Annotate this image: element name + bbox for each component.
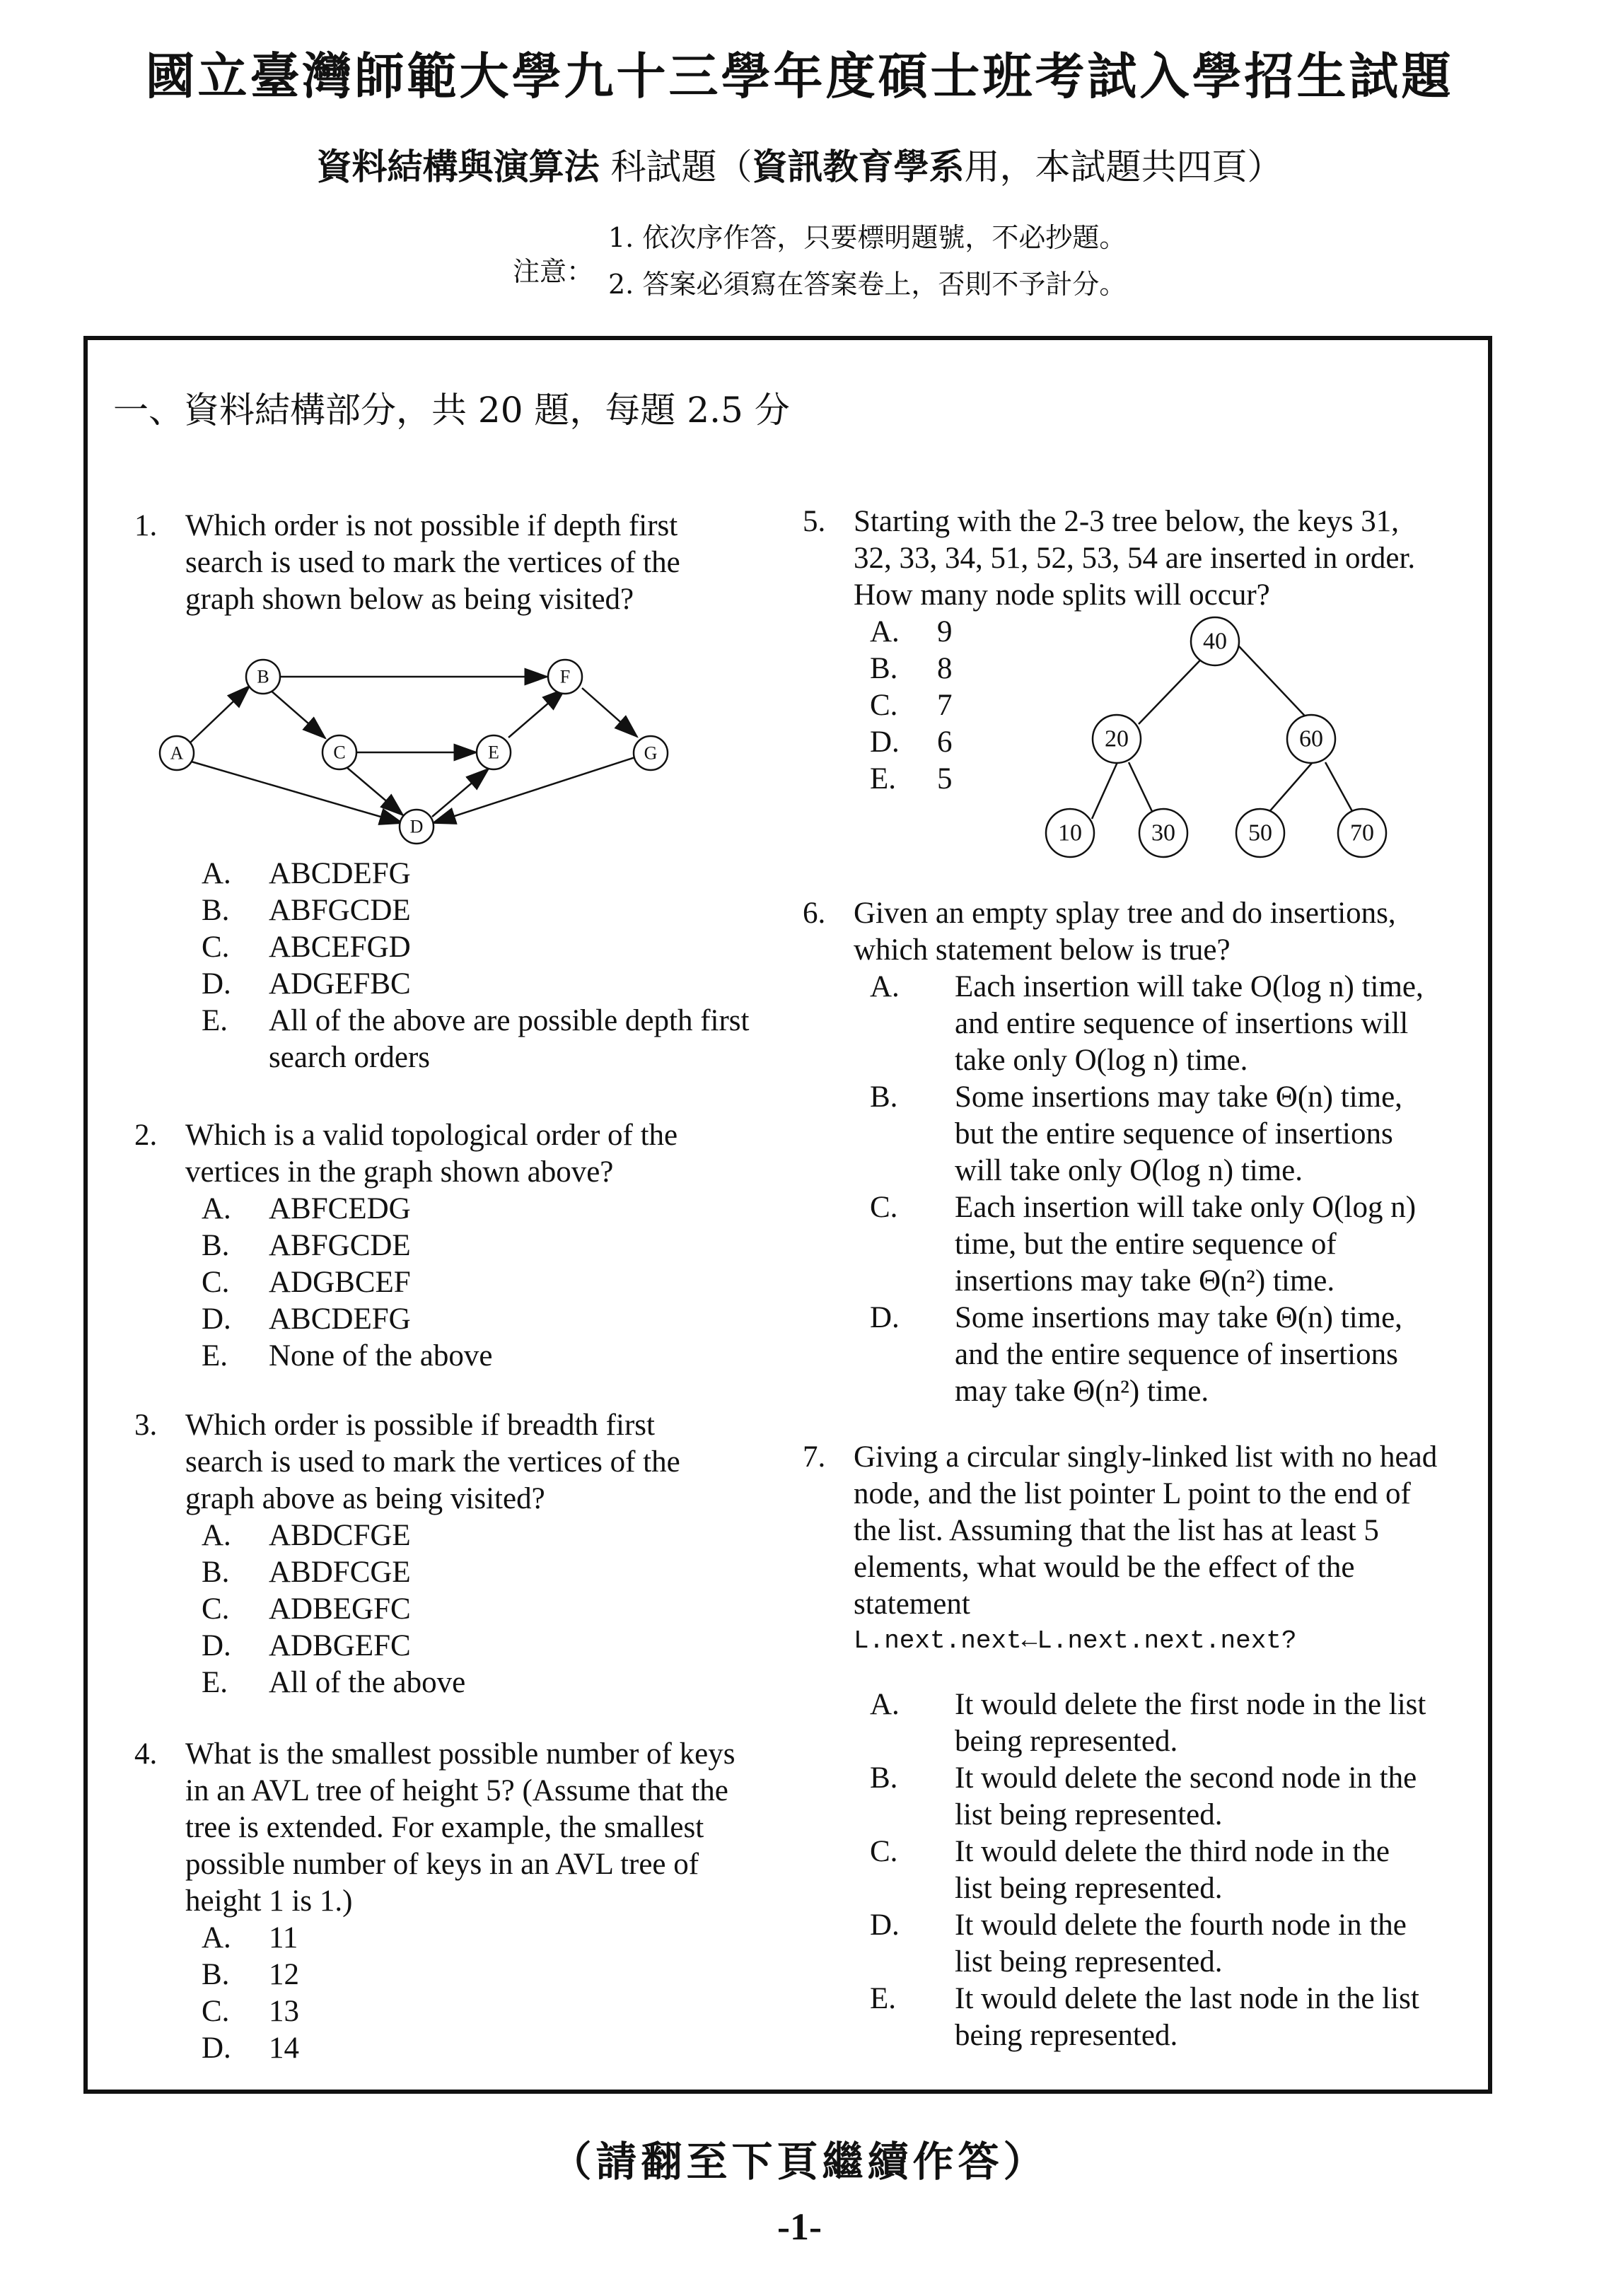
question-number: 5.: [803, 505, 826, 538]
question-number: 7.: [803, 1440, 826, 1474]
option-letter: B.: [202, 894, 230, 927]
tree-node-label: 40: [1203, 628, 1227, 655]
option-text: ADBGEFC: [269, 1629, 411, 1662]
option-letter: D.: [202, 1303, 231, 1336]
option-text: 13: [269, 1995, 299, 2028]
option-text: 9: [937, 615, 953, 648]
question-number: 3.: [134, 1409, 158, 1442]
option-letter: E.: [870, 762, 897, 796]
option-text: All of the above are possible depth first search orders: [269, 1004, 750, 1074]
option-text: Each insertion will take only O(log n) time, but the entire sequence of insertions may take Θ(n²) time.: [955, 1191, 1417, 1298]
option-text: Each insertion will take O(log n) time, and entire sequence of insertions will take only O(log n) time.: [955, 970, 1424, 1077]
option-letter: A.: [202, 1921, 231, 1954]
option-c[interactable]: [202, 1591, 753, 1628]
tree-node-label: 20: [1105, 725, 1129, 752]
subject-name: 資料結構與演算法: [316, 146, 600, 187]
option-text: All of the above: [269, 1666, 466, 1699]
tree-diagram: [1033, 608, 1400, 870]
option-letter: B.: [870, 652, 898, 685]
option-letter: E.: [202, 1339, 228, 1373]
option-text: It would delete the fourth node in the list being represented.: [955, 1909, 1407, 1979]
graph-node-label: G: [644, 742, 658, 764]
question-stem: Which order is not possible if depth first search is used to mark the vertices of the graph shown below as being visited?: [185, 509, 680, 616]
notes-label: 注意：: [513, 256, 594, 287]
option-text: ABFGCDE: [269, 894, 411, 927]
option-letter: A.: [202, 1192, 231, 1225]
option-text: It would delete the second node in the list being represented.: [955, 1761, 1417, 1831]
edge-f-g: [582, 688, 637, 737]
option-b[interactable]: [202, 1228, 753, 1264]
option-text: It would delete the first node in the list being represented.: [955, 1688, 1426, 1758]
option-e[interactable]: [870, 1981, 1429, 2054]
option-letter: D.: [870, 725, 900, 759]
option-letter: C.: [870, 1191, 898, 1224]
graph-diagram: [156, 651, 679, 856]
option-a[interactable]: [870, 614, 1011, 651]
tree-node-label: 10: [1058, 820, 1082, 846]
graph-node-label: D: [409, 816, 424, 837]
option-d[interactable]: [870, 1907, 1429, 1981]
option-d[interactable]: [202, 1628, 753, 1665]
question-number: 2.: [134, 1119, 158, 1152]
option-e[interactable]: [202, 1665, 753, 1701]
option-text: ABDFCGE: [269, 1556, 411, 1589]
question-stem: Starting with the 2-3 tree below, the keys 31, 32, 33, 34, 51, 52, 53, 54 are inserted in order. How many node splits will occur?: [854, 505, 1416, 612]
edge-c-d: [347, 767, 403, 815]
option-letter: C.: [870, 1835, 898, 1868]
question-number: 1.: [134, 509, 158, 542]
option-text: 7: [937, 689, 953, 722]
option-text: ABFCEDG: [269, 1192, 411, 1225]
tree-node-label: 60: [1299, 725, 1323, 752]
tree-node-label: 30: [1151, 820, 1175, 846]
graph-node-label: A: [170, 742, 184, 764]
option-text: ADBEGFC: [269, 1592, 411, 1626]
tree-node-label: 50: [1248, 820, 1272, 846]
tree-edge-20-10: [1092, 762, 1117, 819]
graph-node-label: E: [488, 742, 499, 763]
option-text: It would delete the last node in the list being represented.: [955, 1982, 1419, 2052]
tree-edge-20-30: [1129, 762, 1156, 819]
tree-edge-40-60: [1238, 645, 1313, 724]
option-letter: B.: [202, 1958, 230, 1991]
continue-note: （請翻至下頁繼續作答）: [550, 2138, 1049, 2186]
option-text: ABFGCDE: [269, 1229, 411, 1262]
option-b[interactable]: [202, 892, 753, 929]
option-letter: B.: [202, 1229, 230, 1262]
tree-node-label: 70: [1350, 820, 1374, 846]
option-text: ABCDEFG: [269, 1303, 411, 1336]
question-number: 6.: [803, 897, 826, 930]
option-letter: C.: [870, 689, 898, 722]
subtitle-end: 用，本試題共四頁）: [964, 146, 1283, 187]
option-text: ADGBCEF: [269, 1266, 411, 1299]
option-d[interactable]: [202, 2030, 753, 2067]
option-text: ABCDEFG: [269, 857, 411, 890]
option-letter: E.: [202, 1666, 228, 1699]
edge-a-b: [188, 686, 250, 745]
edge-d-e: [432, 769, 489, 817]
note-1: 1. 依次序作答，只要標明題號，不必抄題。: [608, 222, 1127, 253]
page-number: -1-: [777, 2205, 822, 2248]
option-c[interactable]: [202, 1993, 753, 2030]
option-letter: B.: [870, 1080, 898, 1114]
option-e[interactable]: [870, 761, 1011, 798]
option-text: Some insertions may take Θ(n) time, and the entire sequence of insertions may take Θ(n²) time.: [955, 1301, 1402, 1408]
option-letter: C.: [202, 931, 230, 964]
question-text: Giving a circular singly-linked list with no head node, and the list pointer L point to the end of the list. Assuming that the list has at least 5 elements, what would be the effect of the statement: [854, 1440, 1438, 1621]
option-text: ADGEFBC: [269, 967, 411, 1001]
option-b[interactable]: [202, 1554, 753, 1591]
option-text: 6: [937, 725, 953, 759]
option-c[interactable]: [870, 1834, 1429, 1907]
edge-a-d: [189, 761, 402, 823]
option-letter: A.: [870, 1688, 900, 1721]
edge-b-c: [269, 689, 325, 738]
option-letter: C.: [202, 1592, 230, 1626]
option-letter: D.: [870, 1909, 900, 1942]
option-letter: D.: [870, 1301, 900, 1334]
option-d[interactable]: [202, 966, 753, 1003]
option-letter: C.: [202, 1995, 230, 2028]
option-e[interactable]: [202, 1003, 753, 1076]
option-letter: D.: [202, 2032, 231, 2065]
option-b[interactable]: [870, 651, 1011, 687]
question-stem: Which order is possible if breadth first search is used to mark the vertices of the graph above as being visited?: [185, 1409, 680, 1515]
option-d[interactable]: [202, 1301, 753, 1338]
option-a[interactable]: [870, 1686, 1429, 1760]
option-text: 14: [269, 2032, 299, 2065]
option-a[interactable]: [202, 1517, 753, 1554]
option-a[interactable]: [202, 856, 753, 892]
option-letter: B.: [870, 1761, 898, 1795]
option-text: 8: [937, 652, 953, 685]
subtitle-mid: 科試題（: [610, 146, 752, 187]
question-stem: Which is a valid topological order of the vertices in the graph shown above?: [185, 1119, 678, 1189]
option-letter: D.: [202, 967, 231, 1001]
option-text: ABDCFGE: [269, 1519, 411, 1552]
option-c[interactable]: [870, 687, 1011, 724]
edge-e-f: [508, 689, 565, 738]
option-text: None of the above: [269, 1339, 493, 1373]
option-c[interactable]: [202, 929, 753, 966]
option-text: 11: [269, 1921, 298, 1954]
option-letter: A.: [870, 970, 900, 1003]
option-a[interactable]: [870, 969, 1429, 1079]
option-a[interactable]: [202, 1920, 753, 1957]
option-b[interactable]: [202, 1957, 753, 1993]
option-b[interactable]: [870, 1760, 1429, 1834]
graph-node-label: F: [559, 666, 571, 687]
option-letter: D.: [202, 1629, 231, 1662]
option-d[interactable]: [870, 724, 1011, 761]
exam-title: 國立臺灣師範大學九十三學年度碩士班考試入學招生試題: [145, 47, 1454, 105]
option-text: 12: [269, 1958, 299, 1991]
option-text: ABCEFGD: [269, 931, 411, 964]
option-text: Some insertions may take Θ(n) time, but the entire sequence of insertions will take only O(log n) time.: [955, 1080, 1402, 1187]
option-letter: C.: [202, 1266, 230, 1299]
option-letter: E.: [870, 1982, 897, 2015]
option-letter: A.: [202, 857, 231, 890]
graph-node-label: C: [333, 742, 346, 763]
option-c[interactable]: [202, 1264, 753, 1301]
option-letter: A.: [870, 615, 900, 648]
section-heading: 一、資料結構部分，共 20 題，每題 2.5 分: [113, 390, 790, 431]
option-a[interactable]: [202, 1191, 753, 1228]
option-letter: A.: [202, 1519, 231, 1552]
option-e[interactable]: [202, 1338, 753, 1375]
graph-node-label: B: [257, 666, 269, 687]
department-name: 資訊教育學系: [752, 146, 965, 187]
option-d[interactable]: [870, 1300, 1429, 1410]
option-c[interactable]: [870, 1189, 1429, 1300]
exam-subtitle: [0, 139, 1599, 190]
question-stem: What is the smallest possible number of keys in an AVL tree of height 5? (Assume that the tree is extended. For example, the smallest possible number of keys in an AVL tree of height 1 is 1.): [185, 1737, 735, 1918]
option-text: It would delete the third node in the list being represented.: [955, 1835, 1390, 1905]
question-stem: [854, 1439, 1441, 1660]
question-stem: Given an empty splay tree and do insertions, which statement below is true?: [854, 897, 1396, 967]
option-letter: B.: [202, 1556, 230, 1589]
option-b[interactable]: [870, 1079, 1429, 1189]
option-letter: E.: [202, 1004, 228, 1037]
note-2: 2. 答案必須寫在答案卷上，否則不予計分。: [608, 269, 1127, 300]
question-number: 4.: [134, 1737, 158, 1771]
code-statement: L.next.next←L.next.next.next?: [854, 1626, 1297, 1655]
option-text: 5: [937, 762, 953, 796]
